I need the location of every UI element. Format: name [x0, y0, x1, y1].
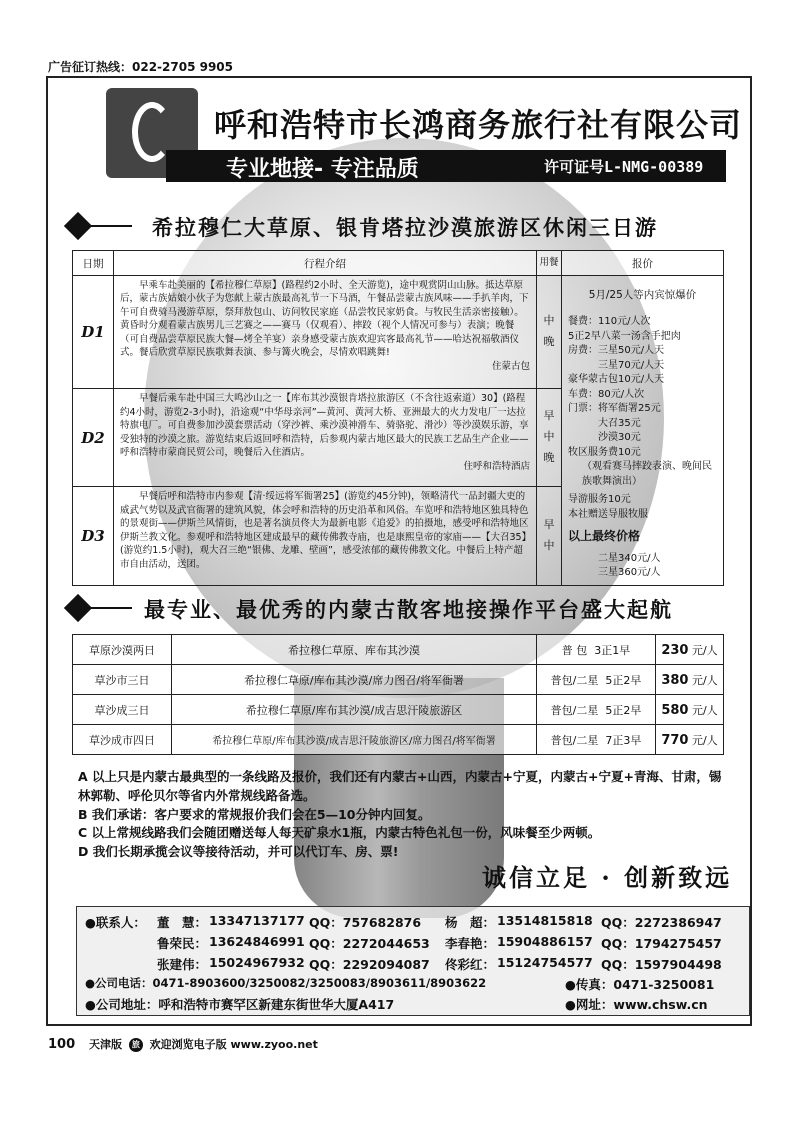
contact-name: 鲁荣民： [157, 936, 208, 951]
route-meals: 5正2早 [605, 703, 642, 717]
price-line: 沙漠30元 [598, 432, 641, 444]
route-hotel: 普包/二星 [550, 733, 599, 747]
divider [88, 225, 132, 227]
note-item: C 以上常规线路我们会随团赠送每人每天矿泉水1瓶，内蒙古特色礼包一份，风味餐至少两顿。 [78, 825, 601, 841]
route-name: 草沙市三日 [73, 665, 172, 695]
price-value: 380 [661, 672, 689, 688]
contact-name: 董 慧： [157, 915, 208, 930]
meal-item: 中 [543, 314, 555, 328]
route-detail: 希拉穆仁草原/库布其沙漠/席力图召/将军衙署 [172, 665, 537, 695]
company-website[interactable]: ●网址：www.chsw.cn [565, 997, 708, 1012]
table-header-row [73, 251, 724, 276]
price-cell [562, 276, 724, 586]
contact-name: 张建伟： [157, 957, 208, 972]
price-line: 牧区服务费10元 [568, 446, 641, 458]
contact-qq: QQ：1794275457 [601, 936, 722, 951]
travel-badge-icon: 旅 [129, 1038, 143, 1052]
day-meals [537, 487, 562, 585]
day-itinerary [114, 276, 537, 389]
contact-phone: 15024967932 [209, 955, 305, 970]
contact-name: 佟彩红： [445, 957, 496, 972]
note-item: D 我们长期承揽会议等接待活动，并可以代订车、房、票! [78, 844, 399, 859]
route-hotel-meals [537, 695, 656, 725]
ad-frame [46, 76, 752, 1026]
route-price [656, 695, 724, 725]
meal-item: 晚 [543, 335, 555, 349]
contact-qq: QQ：2272386947 [601, 915, 722, 930]
contact-name: 李春艳： [445, 936, 496, 951]
col-meal: 用餐 [537, 251, 562, 276]
notes [78, 768, 728, 862]
contact-name: 杨 超： [445, 915, 496, 930]
day-meals [537, 276, 562, 389]
note-item: B 我们承诺：客户要求的常规报价我们会在5—10分钟内回复。 [78, 806, 431, 822]
final-price: 三星360元/人 [598, 567, 661, 579]
ad-hotline: 广告征订热线：022-2705 9905 [48, 60, 234, 74]
route-hotel: 普包/二星 [550, 673, 599, 687]
contact-phone: 15904886157 [497, 934, 593, 949]
itinerary-text: 早餐后乘车赴中国三大鸣沙山之一【库布其沙漠银肯塔拉旅游区（不含往返索道）30】(路程约4小时，游览2-3小时)，沿途观“中华母亲河”—黄河、黄河大桥、亚洲最大的火力发电厂一达拉特旗电厂。可自费参加沙漠套票活动（穿沙裤、乘沙漠神滑车、骑骆驼、滑沙）等沙漠娱乐游，享受独特的沙漠之旅。游览结束后返回呼和浩特，后参观内蒙古地区最大的民族工艺品生产企业——呼和浩特市蒙商民贸公司，晚餐后入住酒店。 [120, 393, 529, 459]
itinerary-text: 早乘车赴美丽的【希拉穆仁草原】(路程约2小时、全天游览)，途中观赏阴山山脉。抵达草原后，蒙古族姑娘小伙子为您献上蒙古族最高礼节一下马酒，午餐品尝蒙古族风味——手扒羊肉，下午可自费骑马漫游草原，祭拜敖包山、访问牧民家庭（品尝牧民家奶食。与牧民生活亲密接触）。黄昏时分观看蒙古族男儿三艺赛之——赛马（仅观看）、摔跤（视个人情况可参与）表演；晚餐（可自费品尝草原民族大餐—烤全羊宴）亲身感受蒙古族欢迎宾客最高礼节——哈达祝福敬酒仪式。餐后欣赏草原民族歌舞表演、参与篝火晚会，尽情欢唱跳舞! [120, 280, 529, 359]
contact-qq: QQ：2292094087 [309, 957, 430, 972]
route-price [656, 725, 724, 755]
note-item: A 以上只是内蒙古最典型的一条线路及报价，我们还有内蒙古+山西，内蒙古+宁夏，内蒙古+宁夏+青海、甘肃，锡林郭勒、呼伦贝尔等省内外常规线路备选。 [78, 769, 722, 803]
route-meals: 5正2早 [605, 673, 642, 687]
route-meals: 7正3早 [605, 733, 642, 747]
col-price: 报价 [562, 251, 724, 276]
day-hotel: 住蒙古包 [491, 360, 530, 372]
table-row [73, 695, 724, 725]
motto: 诚信立足 · 创新致远 [482, 863, 733, 892]
route-name: 草原沙漠两日 [73, 635, 172, 665]
day-label: D1 [73, 276, 114, 389]
price-value: 580 [661, 702, 689, 718]
slogan-bar [166, 150, 726, 182]
price-value: 770 [661, 732, 689, 748]
day-label: D3 [73, 487, 114, 585]
price-value: 230 [661, 642, 689, 658]
edition: 天津版 [88, 1038, 122, 1051]
table-row [73, 725, 724, 755]
route-detail: 希拉穆仁草原/库布其沙漠/成吉思汗陵旅游区 [172, 695, 537, 725]
day-meals [537, 389, 562, 487]
contact-phone: 15124754577 [497, 955, 593, 970]
price-line: 大召35元 [598, 417, 641, 429]
table-row [73, 635, 724, 665]
meal-item: 早 [543, 409, 555, 423]
footer-text[interactable]: 欢迎浏览电子版 www.zyoo.net [149, 1038, 318, 1051]
company-name: 呼和浩特市长鸿商务旅行社有限公司 [214, 106, 743, 144]
contact-phone: 13624846991 [209, 934, 305, 949]
table-row [73, 665, 724, 695]
section2-title: 最专业、最优秀的内蒙古散客地接操作平台盛大起航 [144, 597, 673, 622]
page-number: 100 [48, 1037, 76, 1052]
company-fax: ●传真：0471-3250081 [565, 977, 715, 992]
price-line: 豪华蒙古包10元/人天 [568, 374, 665, 386]
price-line: 本社赠送导服牧服 [568, 508, 648, 520]
meal-item: 中 [543, 539, 555, 552]
page-footer [48, 1036, 318, 1052]
day-hotel: 住呼和浩特酒店 [463, 460, 530, 472]
price-line: 房费：三星50元/人天 [568, 345, 665, 357]
route-detail: 希拉穆仁草原、库布其沙漠 [172, 635, 537, 665]
day-label: D2 [73, 389, 114, 487]
col-itinerary: 行程介绍 [114, 251, 537, 276]
route-hotel: 普包/二星 [550, 703, 599, 717]
price-unit: 元/人 [691, 733, 718, 747]
divider [88, 607, 132, 609]
day-itinerary [114, 389, 537, 487]
contact-box [76, 906, 750, 1016]
routes-table [72, 634, 724, 755]
license-number: 许可证号L-NMG-00389 [544, 158, 704, 176]
price-unit: 元/人 [691, 673, 718, 687]
slogan: 专业地接- 专注品质 [226, 157, 419, 182]
route-hotel: 普 包 [561, 643, 588, 657]
final-price-label: 以上最终价格 [568, 529, 641, 544]
contact-qq: QQ：1597904498 [601, 957, 722, 972]
price-line: （观看赛马摔跤表演、晚间民族歌舞演出） [582, 461, 712, 487]
company-address: ●公司地址：呼和浩特市赛罕区新建东街世华大厦A417 [85, 997, 395, 1012]
itinerary-text: 早餐后呼和浩特市内参观【清·绥远将军衙署25】(游览约45分钟)，领略清代一品封疆大吏的威武气势以及武官衙署的建筑风貌，体会呼和浩特的历史沿革和风俗。车览呼和浩特地区独具特色的景观街——伊斯兰风情街，也是著名演员佟大为最新电影《追爱》的拍摄地，感受呼和浩特地区伊斯兰教文化。参观呼和浩特地区建成最早的藏传佛教寺庙，也是康熙皇帝的家庙——【大召35】(游览约1.5小时)，观大召三绝“银佛、龙雕、壁画”，感受浓郁的藏传佛教文化。中餐后上特产超市自由活动，送团。 [120, 491, 529, 570]
price-line: 5正2早八菜一汤含手把肉 [568, 330, 681, 342]
contact-qq: QQ：757682876 [309, 915, 422, 930]
route-hotel-meals [537, 725, 656, 755]
route-name: 草沙成市四日 [73, 725, 172, 755]
contact-phone: 13347137177 [209, 913, 305, 928]
route-name: 草沙成三日 [73, 695, 172, 725]
section1-title: 希拉穆仁大草原、银肯塔拉沙漠旅游区休闲三日游 [152, 215, 658, 240]
meal-item: 中 [543, 430, 555, 444]
route-meals: 3正1早 [594, 643, 631, 657]
table-row [73, 276, 724, 389]
col-date: 日期 [73, 251, 114, 276]
price-unit: 元/人 [691, 703, 718, 717]
price-line: 车费：80元/人次 [568, 388, 645, 400]
route-price [656, 635, 724, 665]
itinerary-table [72, 250, 724, 586]
price-line: 餐费：110元/人次 [568, 316, 651, 328]
price-line: 门票：将军衙署25元 [568, 403, 661, 415]
price-line: 三星70元/人天 [598, 359, 665, 371]
company-phone: ●公司电话：0471-8903600/3250082/3250083/8903611/8903622 [85, 976, 487, 990]
day-itinerary [114, 487, 537, 585]
route-hotel-meals [537, 635, 656, 665]
route-detail: 希拉穆仁草原/库布其沙漠/成吉思汗陵旅游区/席力图召/将军衙署 [172, 725, 537, 755]
contact-phone: 13514815818 [497, 913, 593, 928]
route-price [656, 665, 724, 695]
route-hotel-meals [537, 665, 656, 695]
price-line: 导游服务10元 [568, 494, 631, 506]
meal-item: 晚 [543, 451, 555, 465]
meal-item: 早 [543, 518, 555, 532]
contact-label: ●联系人： [85, 915, 146, 930]
price-line: 5月/25人等内宾惊爆价 [588, 289, 697, 301]
final-price: 二星340元/人 [598, 552, 661, 564]
contact-qq: QQ：2272044653 [309, 936, 430, 951]
price-unit: 元/人 [691, 643, 718, 657]
